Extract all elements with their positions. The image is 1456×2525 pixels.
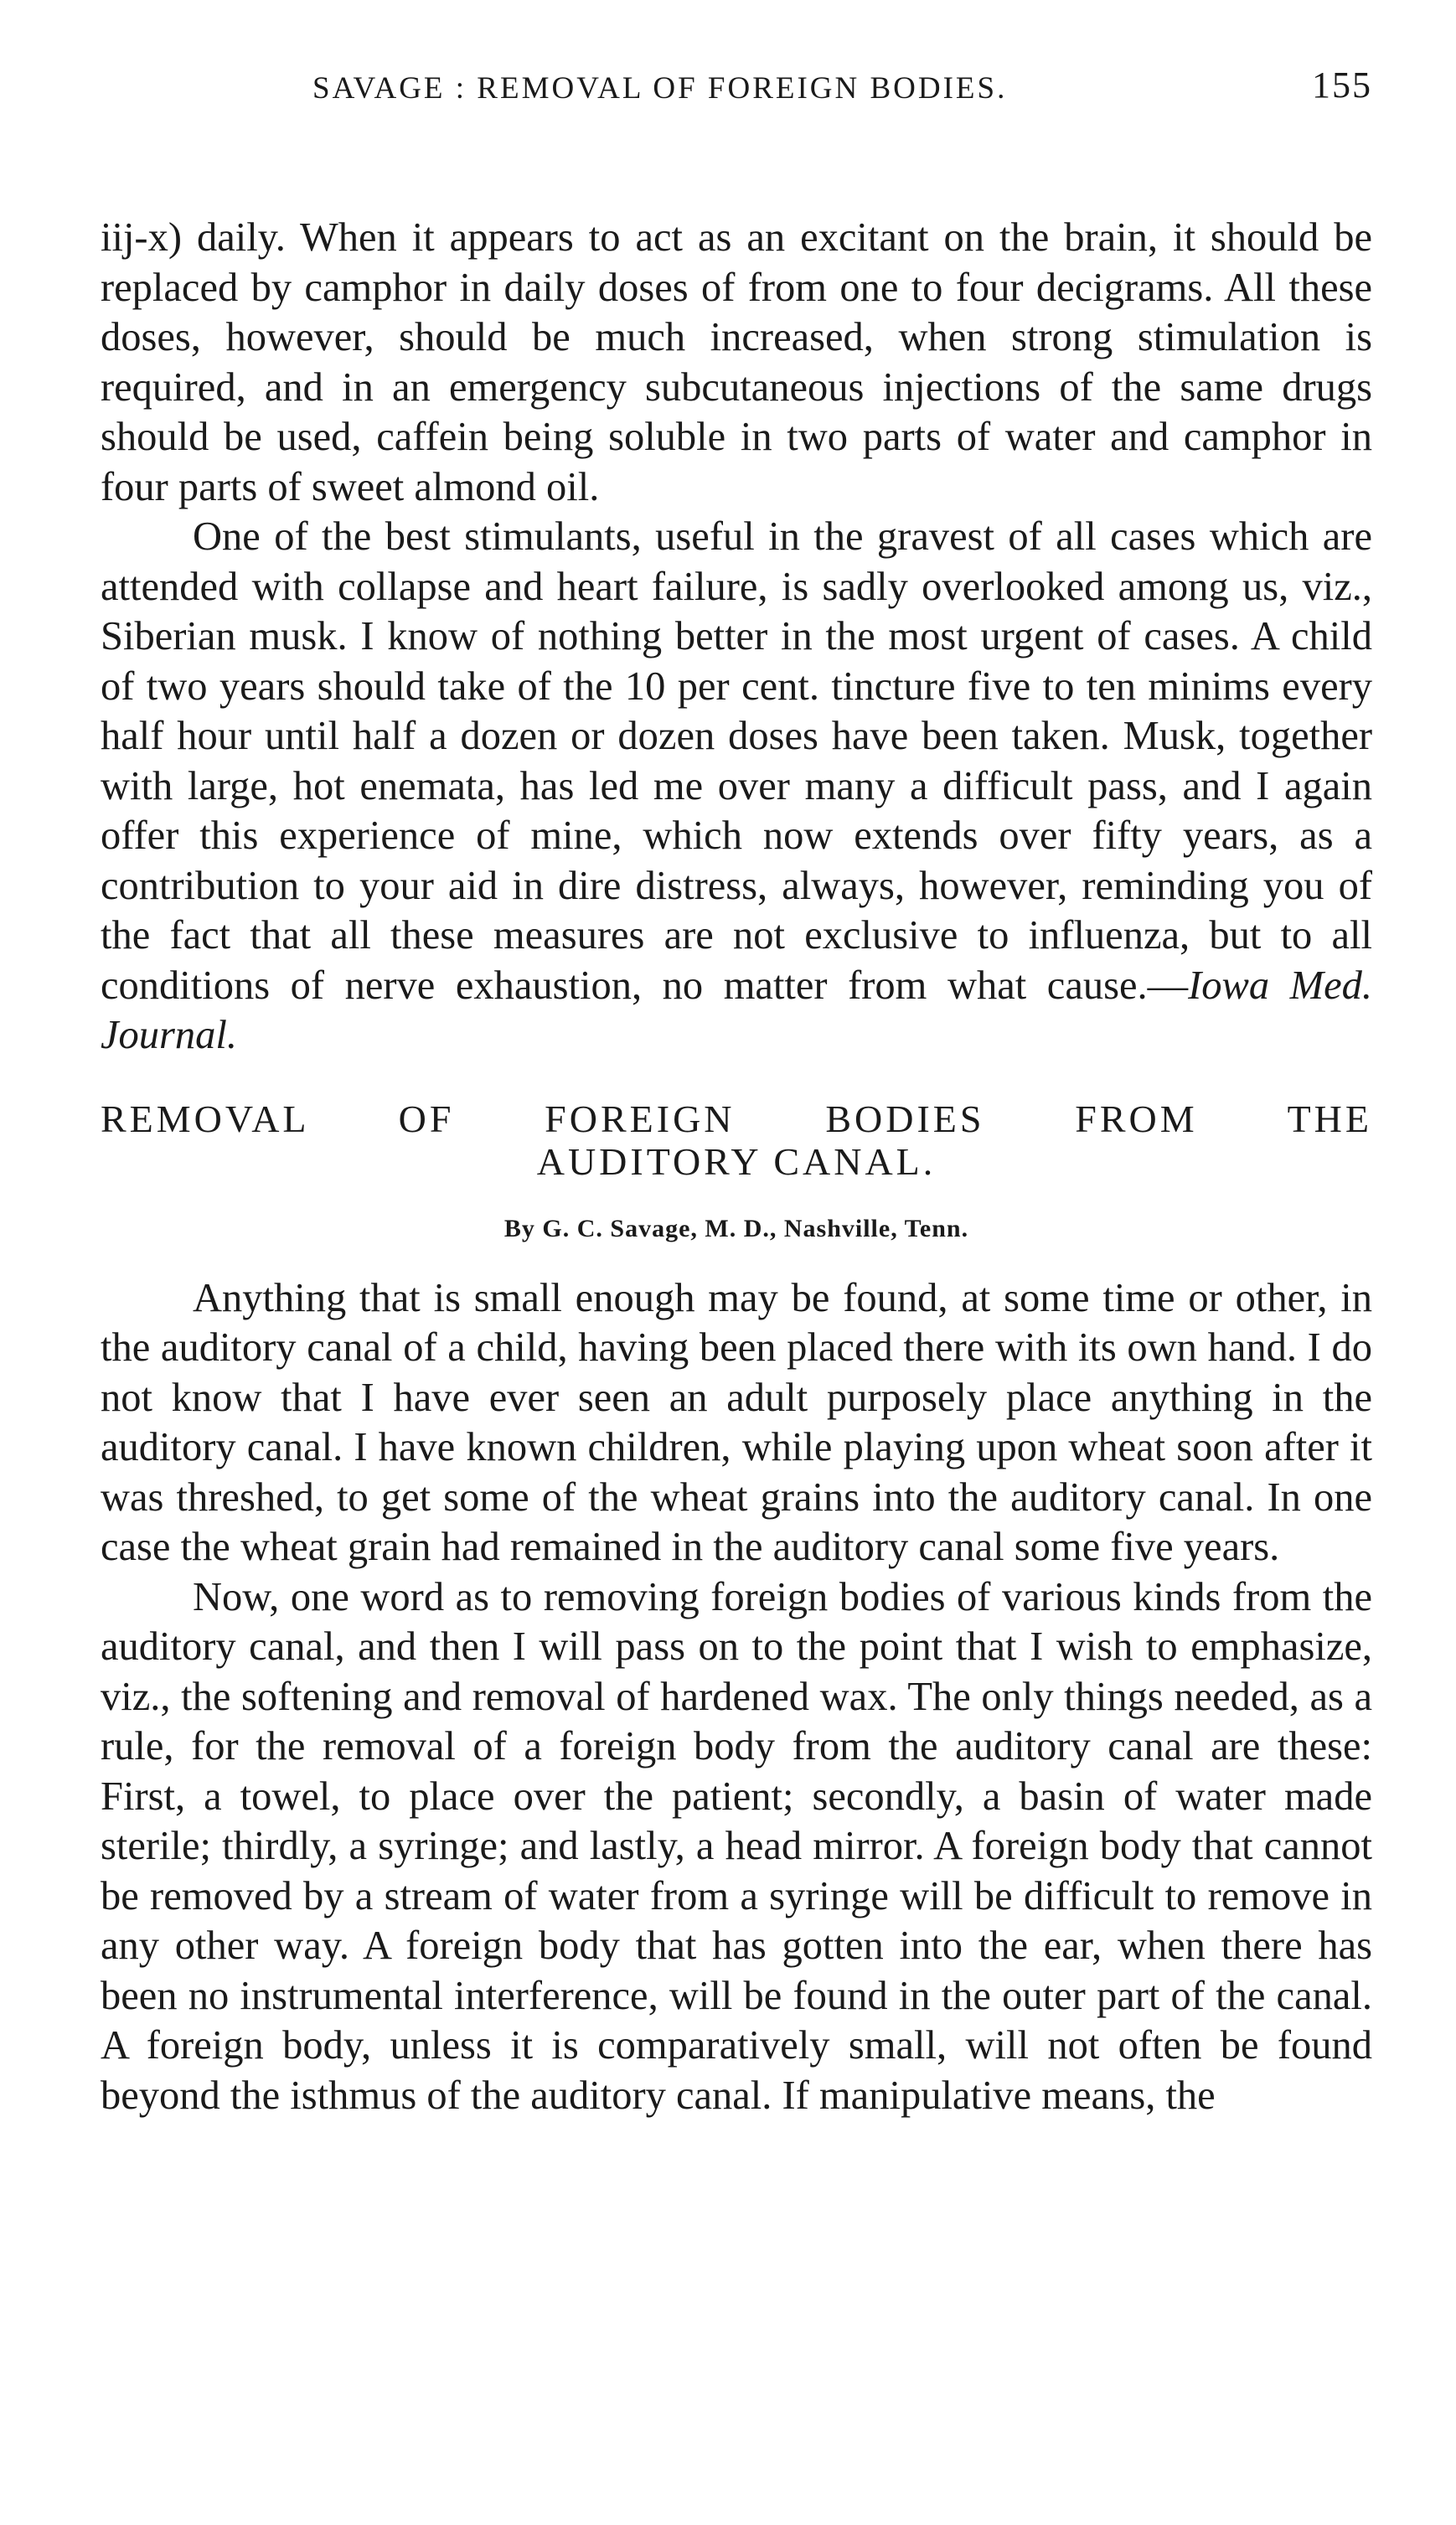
continued-article	[101, 213, 1372, 1061]
book-page	[101, 59, 1372, 2120]
article-title-line-1: REMOVAL OF FOREIGN BODIES FROM THE	[101, 1097, 1372, 1140]
continued-paragraph-1: iij-x) daily. When it appears to act as an excitant on the brain, it should be replaced by camphor in daily doses of from one to four decigrams. All these doses, however, should be much increased, when strong stimulation is required, and in an emergency subcutaneous injections of the same drugs should be used, caffein being soluble in two parts of water and camphor in four parts of sweet almond oil.	[101, 215, 1372, 509]
continued-paragraph-2	[101, 512, 1372, 1061]
continued-paragraph-2-text: One of the best stimulants, useful in the gravest of all cases which are attended with collapse and heart failure, is sadly overlooked among us, viz., Siberian musk. I know of nothing better in the most urgent of cases. A child of two years should take of the 10 per cent. tincture five to ten minims every half hour until half a dozen or dozen doses have been taken. Musk, together with large, hot enemata, has led me over many a difficult pass, and I again offer this experience of mine, which now extends over fifty years, as a contribution to your aid in dire distress, always, however, reminding you of the fact that all these measures are not exclusive to influenza, but to all conditions of nerve exhaustion, no matter from what cause.—	[101, 514, 1372, 1008]
article-paragraph-1: Anything that is small enough may be found, at some time or other, in the auditory canal of a child, having been placed there with its own hand. I do not know that I have ever seen an adult purposely place anything in the auditory canal. I have known children, while playing upon wheat soon after it was threshed, to get some of the wheat grains into the auditory canal. In one case the wheat grain had remained in the auditory canal some five years.	[101, 1275, 1372, 1569]
running-title: SAVAGE : REMOVAL OF FOREIGN BODIES.	[312, 71, 1008, 106]
article-body	[101, 1273, 1372, 2121]
article-title-line-2: AUDITORY CANAL.	[536, 1139, 937, 1183]
article-byline: By G. C. Savage, M. D., Nashville, Tenn.	[503, 1214, 969, 1242]
running-header	[101, 59, 1372, 117]
article-paragraph-2: Now, one word as to removing foreign bodies of various kinds from the auditory canal, and then I will pass on to the point that I wish to emphasize, viz., the softening and removal of hardened wax. The only things needed, as a rule, for the removal of a foreign body from the auditory canal are these: First, a towel, to place over the patient; secondly, a basin of water made sterile; thirdly, a syringe; and lastly, a head mirror. A foreign body that cannot be removed by a stream of water from a syringe will be difficult to remove in any other way. A foreign body that has gotten into the ear, when there has been no instrumental interference, will be found in the outer part of the canal. A foreign body, unless it is comparatively small, will not often be found beyond the isthmus of the auditory canal. If manipulative means, the	[101, 1574, 1372, 2118]
journal-source: Iowa Med. Journal.	[101, 963, 1372, 1057]
page-number: 155	[1312, 65, 1372, 106]
